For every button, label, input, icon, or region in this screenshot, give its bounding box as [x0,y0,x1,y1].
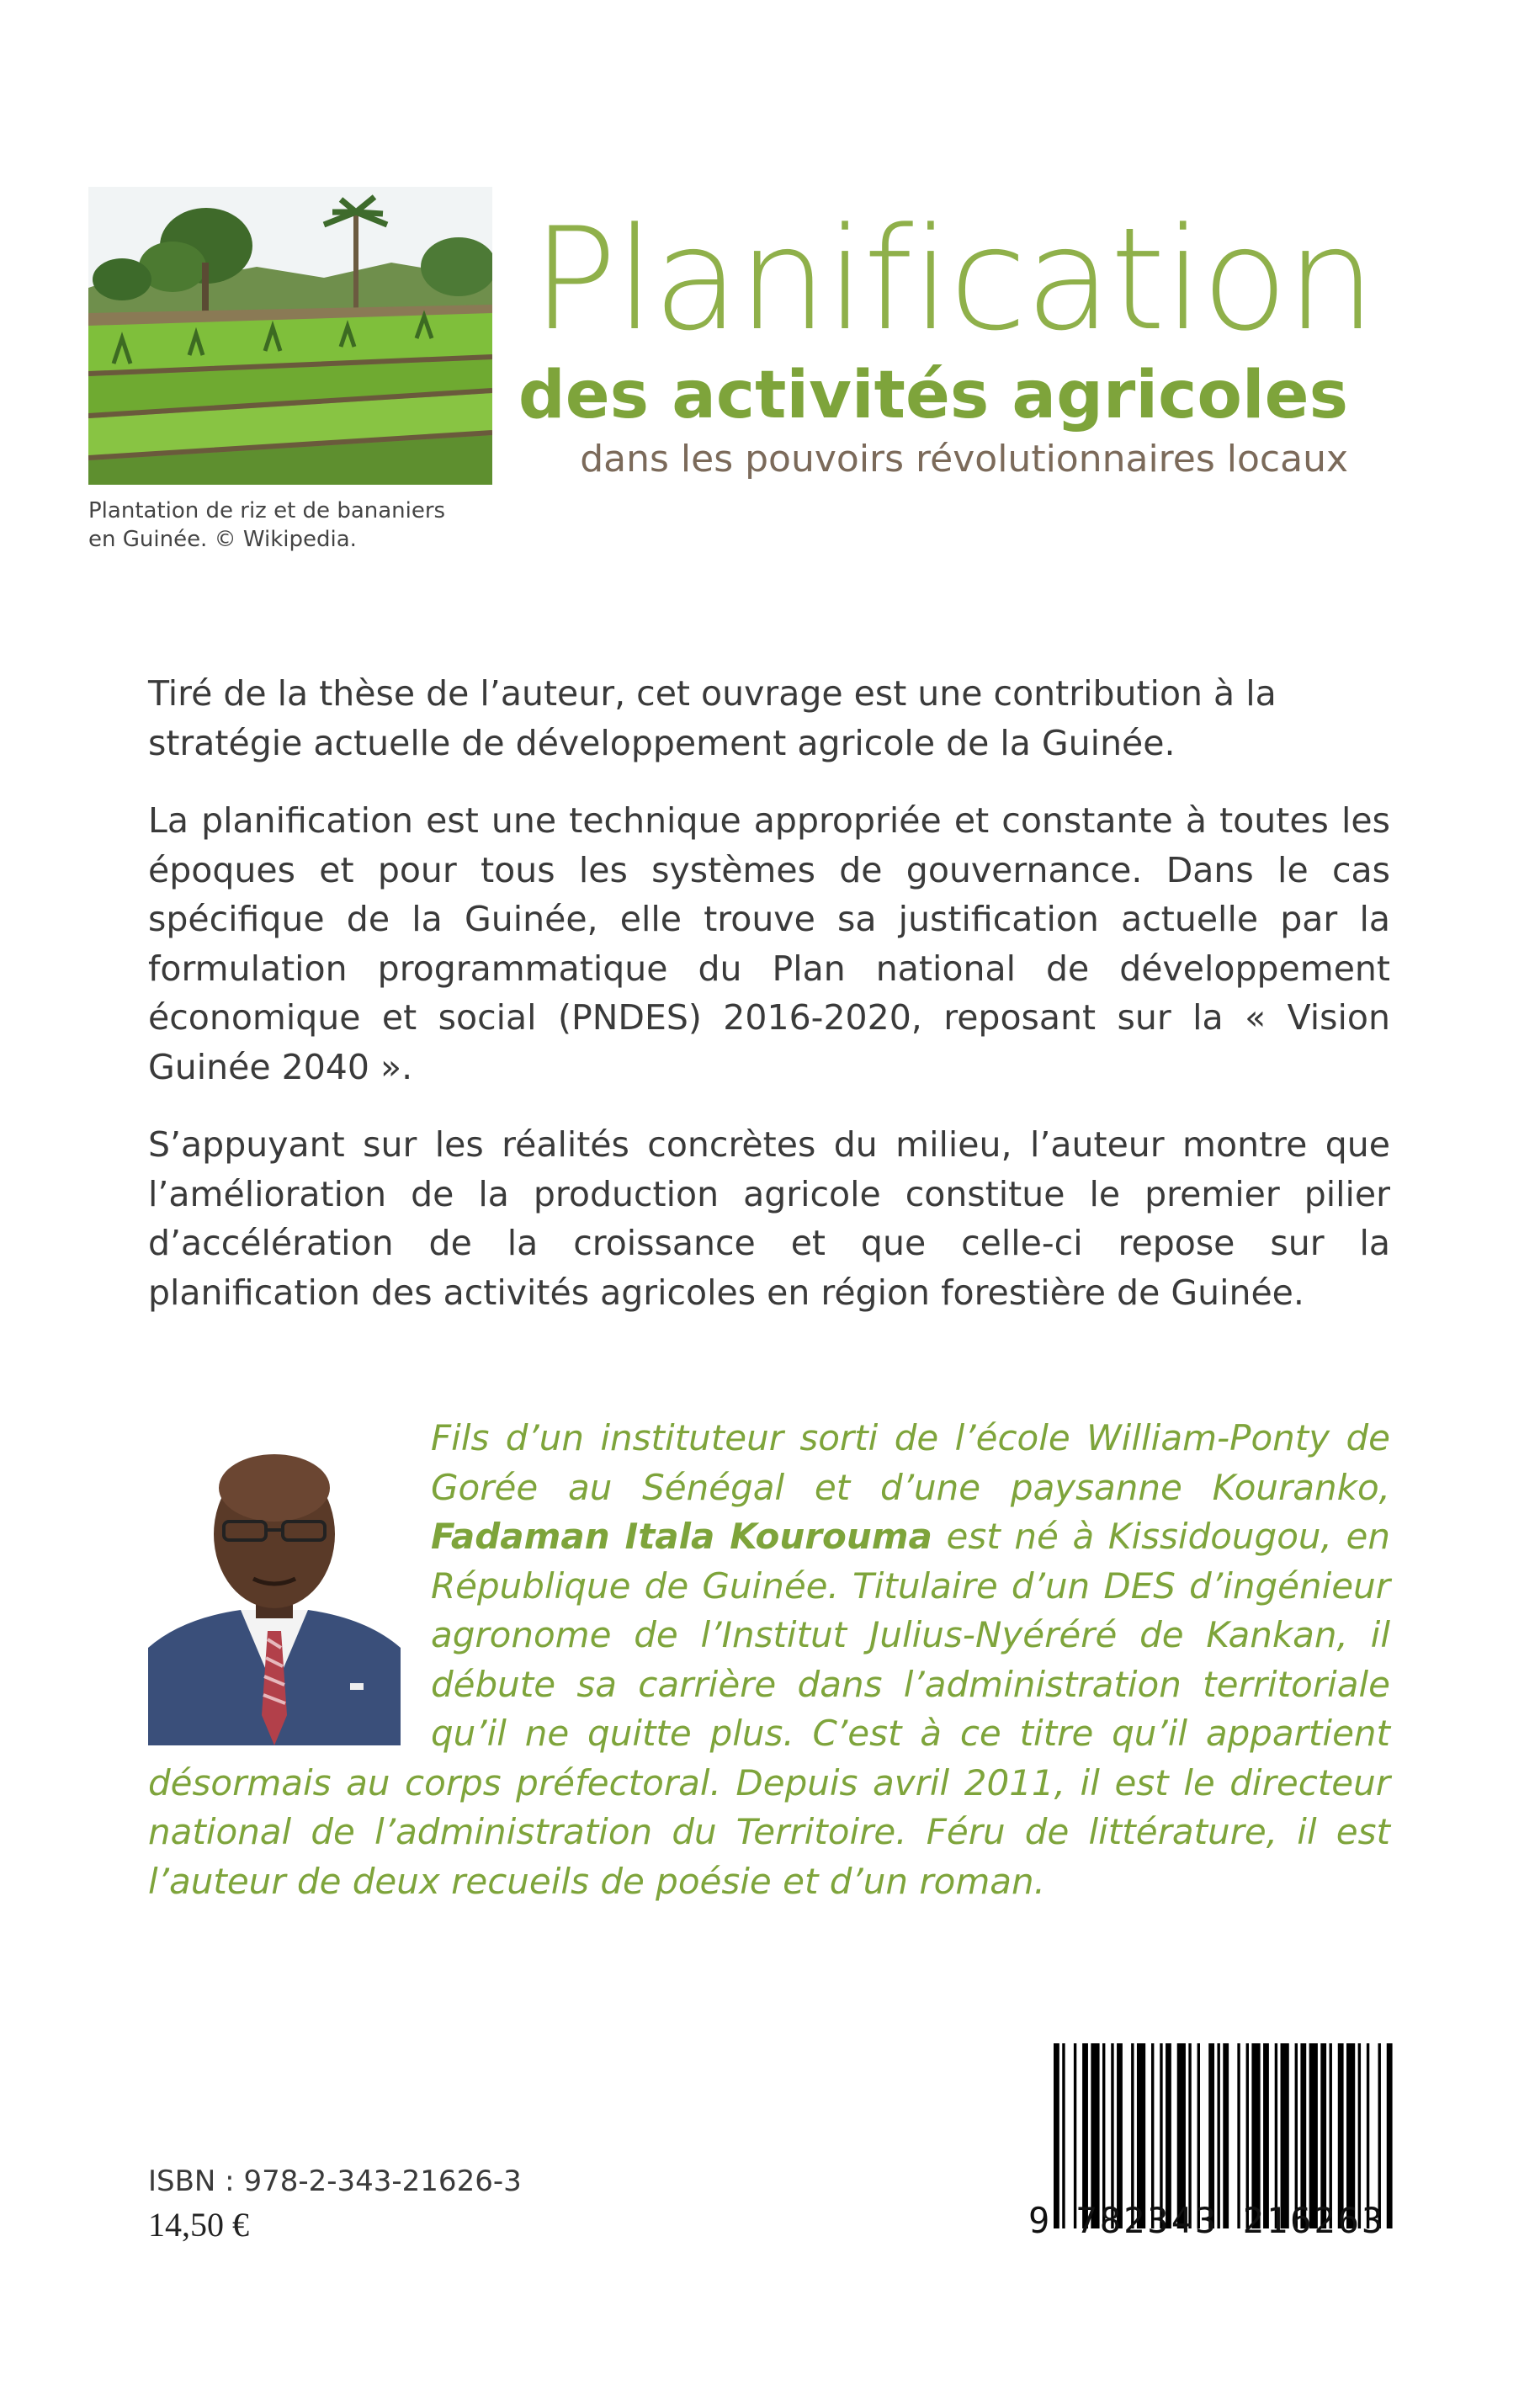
author-bio-intro: Fils d’un instituteur sorti de l’école William-Ponty de Gorée au Sénégal et d’une paysanne Kouranko, [431,1417,1390,1508]
book-subtitle-secondary: dans les pouvoirs révolutionnaires locaux [580,438,1348,481]
summary-paragraph-1: Tiré de la thèse de l’auteur, cet ouvrage est une contribution à la stratégie actuelle de développement agricole de la Guinée. [148,673,1277,763]
author-bio-rest: est né à Kissidougou, en République de Guinée. Titulaire d’un DES d’ingénieur agronome de l’Institut Julius-Nyéréré de Kankan, il débute sa carrière dans l’administration territoriale qu’il ne quitte plus. C’est à ce titre qu’il appartient désormais au corps préfectoral. Depuis avril 2011, il est le directeur national de l’administration du Territoire. Féru de littérature, il est l’auteur de deux recueils de poésie et d’un roman. [148,1516,1391,1902]
plantation-photo [88,187,492,485]
photo-caption [88,497,492,554]
photo-caption-line1: Plantation de riz et de bananiers [88,498,446,523]
author-name: Fadaman Itala Kourouma [431,1516,932,1557]
barcode-digits: 9 782343 216263 [1028,2200,1386,2241]
isbn: ISBN : 978-2-343-21626-3 [148,2165,522,2198]
photo-caption-line2: en Guinée. © Wikipedia. [88,527,357,552]
summary-paragraph-2: La planification est une technique appropriée et constante à toutes les époques et pour tous les systèmes de gouvernance. Dans le cas spécifique de la Guinée, elle trouve sa justification actuelle par la formulation programmatique du Plan national de développement économique et social (PNDES) 2016-2020, reposant sur la « Vision Guinée 2040 ». [148,800,1390,1087]
summary-paragraph-3: S’appuyant sur les réalités concrètes du milieu, l’auteur montre que l’amélioration de la production agricole constitue le premier pilier d’accélération de la croissance et que celle-ci repose sur la planification des activités agricoles en région forestière de Guinée. [148,1124,1390,1313]
price: 14,50 € [148,2206,249,2244]
author-bio [148,1414,1390,1906]
book-subtitle: des activités agricoles [518,358,1348,433]
book-title: Planification [532,197,1375,362]
